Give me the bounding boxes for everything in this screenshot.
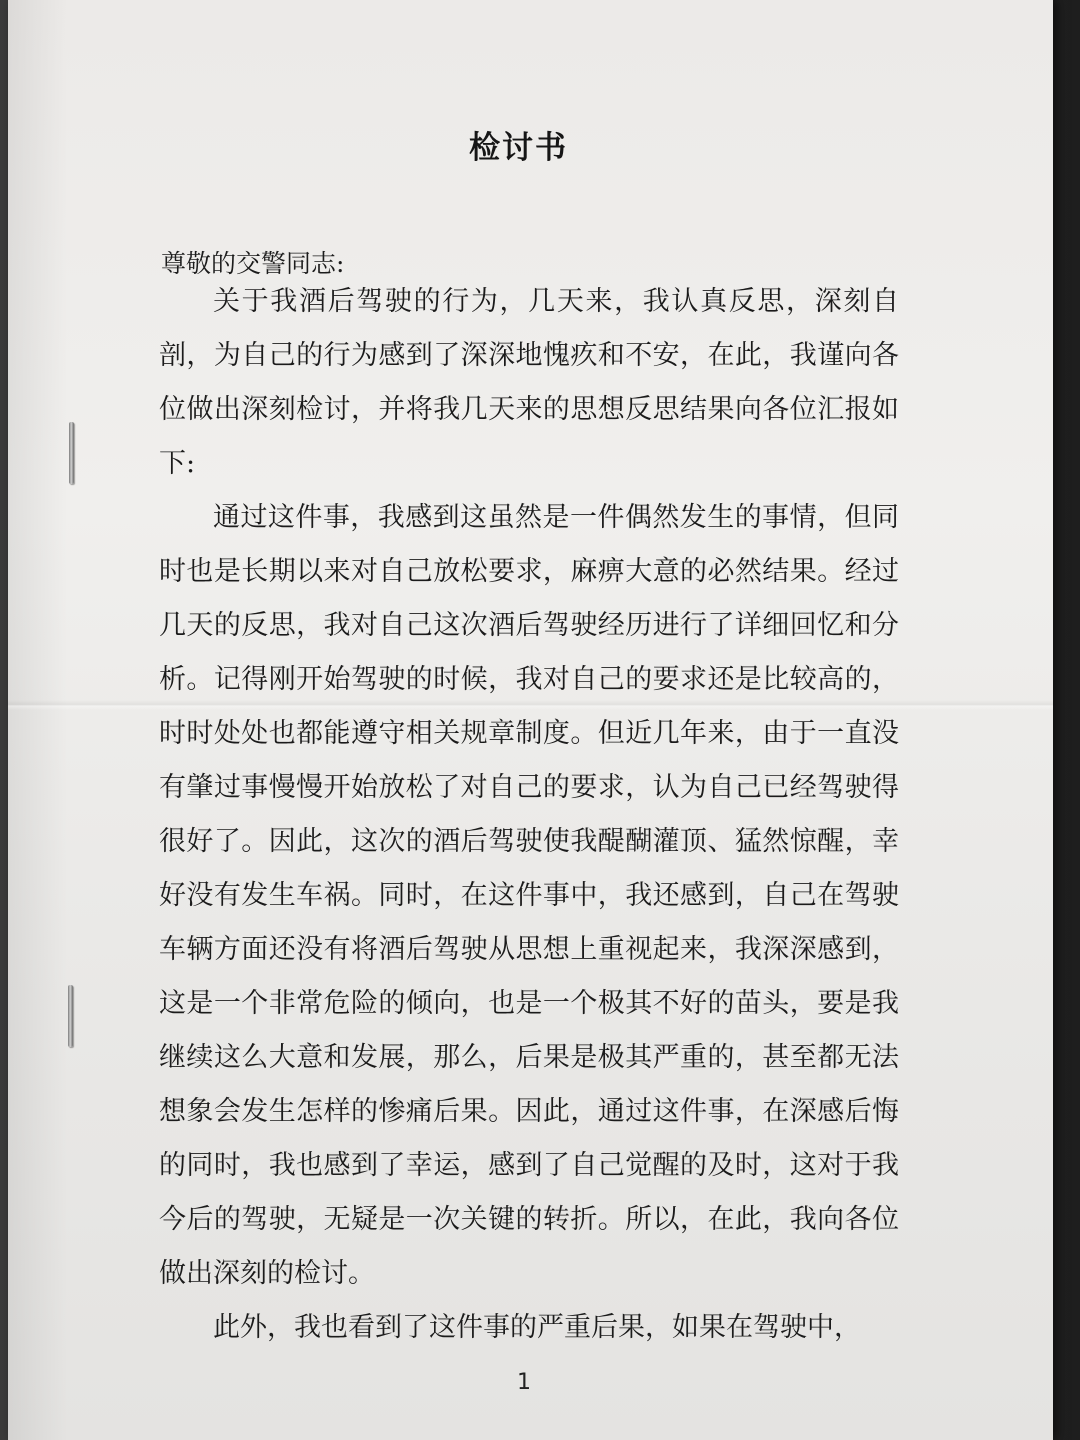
- page-number: 1: [517, 1370, 531, 1395]
- greeting-line: 尊敬的交警同志:: [161, 249, 345, 278]
- paragraph-3: 此外，我也看到了这件事的严重后果，如果在驾驶中，: [213, 1312, 861, 1343]
- document-page: [8, 0, 1053, 1440]
- paragraph-1: 关于我酒后驾驶的行为，几天来，我认真反思，深刻自剖，为自己的行为感到了深深地愧疚和不安，在此，我谨向各位做出深刻检讨，并将我几天来的思想反思结果向各位汇报如下:: [159, 286, 899, 479]
- staple-bottom: [68, 985, 73, 1047]
- document-body: [159, 275, 899, 1355]
- staple-top: [69, 422, 74, 484]
- document-title: 检讨书: [469, 130, 568, 166]
- paragraph-2: 通过这件事，我感到这虽然是一件偶然发生的事情，但同时也是长期以来对自己放松要求，麻痹大意的必然结果。经过几天的反思，我对自己这次酒后驾驶经历进行了详细回忆和分析。记得刚开始驾驶的时候，我对自己的要求还是比较高的，时时处处也都能遵守相关规章制度。但近几年来，由于一直没有肇过事慢慢开始放松了对自己的要求，认为自己已经驾驶得很好了。因此，这次的酒后驾驶使我醍醐灌顶、猛然惊醒，幸好没有发生车祸。同时，在这件事中，我还感到，自己在驾驶车辆方面还没有将酒后驾驶从思想上重视起来，我深深感到，这是一个非常危险的倾向，也是一个极其不好的苗头，要是我继续这么大意和发展，那么，后果是极其严重的，甚至都无法想象会发生怎样的惨痛后果。因此，通过这件事，在深感后悔的同时，我也感到了幸运，感到了自己觉醒的及时，这对于我今后的驾驶，无疑是一次关键的转折。所以，在此，我向各位做出深刻的检讨。: [159, 502, 899, 1289]
